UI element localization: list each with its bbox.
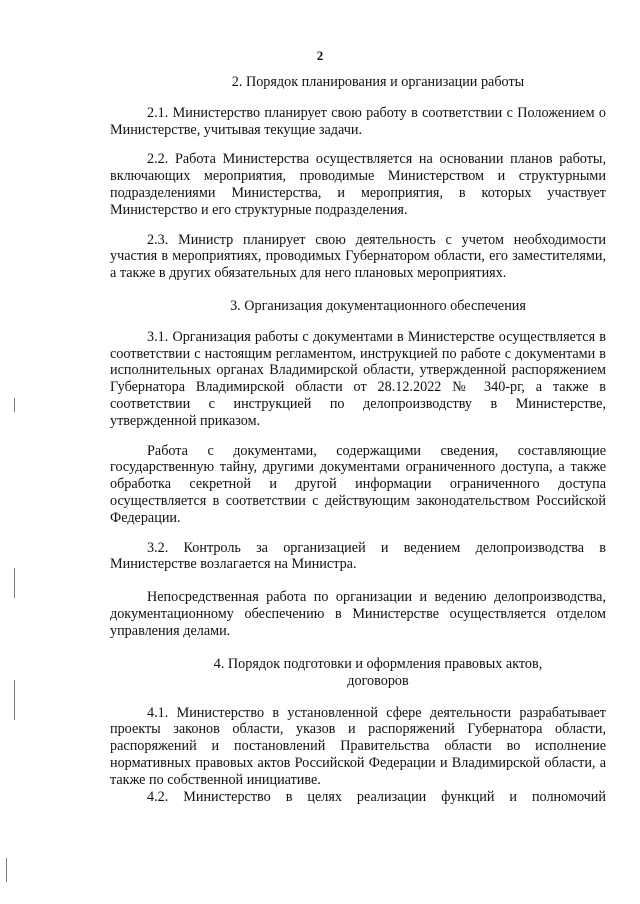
section-3-heading: 3. Организация документационного обеспечения <box>230 297 526 314</box>
paragraph-3-2-direct: Непосредственная работа по организации и ведению делопроизводства, документационному обеспечению в Министерстве осуществляется отделом управления делами. <box>110 589 606 639</box>
margin-mark <box>14 680 15 720</box>
paragraph-3-1-secret: Работа с документами, содержащими сведения, составляющие государственную тайну, другими документами ограниченного доступа, а также обработка секретной и другой информации ограниченного доступа осуществляется в соответствии с действующим законодательством Российской Федерации. <box>110 442 606 526</box>
section-4-heading-line1: 4. Порядок подготовки и оформления правовых актов, <box>213 655 543 672</box>
document-body <box>110 74 606 805</box>
paragraph-4-1: 4.1. Министерство в установленной сфере деятельности разрабатывает проекты законов области, указов и распоряжений Губернатора области, распоряжений и постановлений Правительства области во исполнение нормативных правовых актов Российской Федерации и Владимирской области, а также по собственной инициативе. <box>110 704 606 788</box>
paragraph-2-3: 2.3. Министр планирует свою деятельность с учетом необходимости участия в мероприятиях, проводимых Губернатором области, его заместителями, а также в других обязательных для него плановых мероприятиях. <box>110 231 606 282</box>
paragraph-4-2: 4.2. Министерство в целях реализации функций и полномочий <box>147 788 606 805</box>
margin-mark <box>14 398 15 412</box>
paragraph-3-1: 3.1. Организация работы с документами в Министерстве осуществляется в соответствии с настоящим регламентом, инструкцией по работе с документами в исполнительных органах Владимирской области, утвержденной распоряжением Губернатора Владимирской области от 28.12.2022 № 340-рг, а также в соответствии с инструкцией по делопроизводству в Министерстве, утвержденной приказом. <box>110 328 606 429</box>
section-2-heading: 2. Порядок планирования и организации работы <box>231 74 525 90</box>
paragraph-2-1: 2.1. Министерство планирует свою работу в соответствии с Положением о Министерстве, учитывая текущие задачи. <box>110 104 606 138</box>
paragraph-3-2: 3.2. Контроль за организацией и ведением делопроизводства в Министерстве возлагается на Министра. <box>110 539 606 573</box>
section-4-heading-line2: договоров <box>347 672 409 689</box>
paragraph-2-2: 2.2. Работа Министерства осуществляется на основании планов работы, включающих мероприятия, проводимые Министерством и структурными подразделениями Министерства, и мероприятия, в которых участвует Министерство и его структурные подразделения. <box>110 151 606 218</box>
section-4-heading <box>150 656 606 690</box>
margin-mark <box>6 858 7 882</box>
page-number: 2 <box>316 48 324 63</box>
margin-mark <box>14 568 15 598</box>
